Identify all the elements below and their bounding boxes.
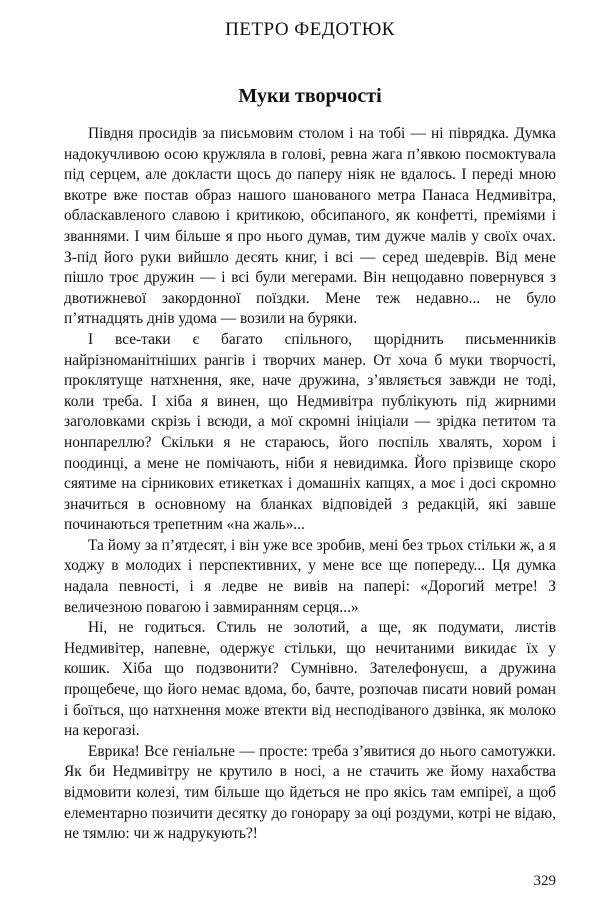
author-heading: ПЕТРО ФЕДОТЮК: [225, 19, 395, 40]
paragraph: Ні, не годиться. Стиль не золотий, а ще, як подумати, листів Недмивітер, напевне, одержує стільки, що нечитаними викидає їх у кошик. Хіба що подзвонити? Сумнівно. Зателефонуєш, а дружина прощебече, що його немає вдома, бо, бачте, розпочав писати новий роман і боїться, що натхнення може втекти від несподіваного дзвінка, як молоко на керогазі.: [64, 619, 556, 740]
story-title: Муки творчості: [238, 85, 382, 107]
paragraph: І все-таки є багато спільного, щоріднить письменників найрізноманітніших рангів і творчих манер. От хоча б муки творчості, проклятуще натхнення, яке, наче дружина, з’являється завжди не тоді, коли треба. І хіба я винен, що Недмивітра публікують під жирними заголовками скрізь і всюди, а мої скромні ініціали — зрідка петитом та нонпареллю? Скільки я не стараюсь, його поспіль хвалять, хором і поодинці, а мене не помічають, ніби я невидимка. Його прізвище скоро сяятиме на сірникових етикетках і домашніх капцях, а моє і досі скромно значиться в основному на бланках відповідей з редакцій, які завше починаються трепетним «на жаль»...: [64, 330, 556, 534]
story-body: [64, 124, 556, 845]
page-number: 329: [533, 873, 556, 889]
paragraph: Та йому за п’ятдесят, і він уже все зробив, мені без трьох стільки ж, а я ходжу в молодих і перспективних, у мене все ще попереду... Ця думка надала певності, і я ледве не вивів на папері: «Дорогий метре! З величезною повагою і завмиранням серця...»: [64, 536, 556, 616]
paragraph: Півдня просидів за письмовим столом і на тобі — ні піврядка. Думка надокучливою осою кружляла в голові, ревна жага п’явкою посмоктувала під серцем, але докласти щось до паперу ніяк не вдалось. І переді мною вкотре вже постав образ нашого шанованого метра Панаса Недмивітра, обласкавленого славою і критикою, обсипаного, як конфетті, преміями і званнями. І чим більше я про нього думав, тим дужче малів у своїх очах. З-під його руки вийшло десять книг, і всі — серед шедеврів. Від мене пішло троє дружин — і всі були мегерами. Він нещодавно повернувся з двотижневої закордонної поїздки. Мене теж недавно... не було п’ятнадцять днів удома — возили на буряки.: [64, 125, 556, 328]
paragraph: Еврика! Все геніальне — просте: треба з’явитися до нього самотужки. Як би Недмивітру не крутило в носі, а не стачить же йому нахабства відмовити колезі, тим більше що йдеться не про якісь там емпіреї, а щоб елементарно позичити десятку до гонорару за оці роздуми, котрі не відаю, не тямлю: чи ж надрукують?!: [64, 742, 556, 843]
